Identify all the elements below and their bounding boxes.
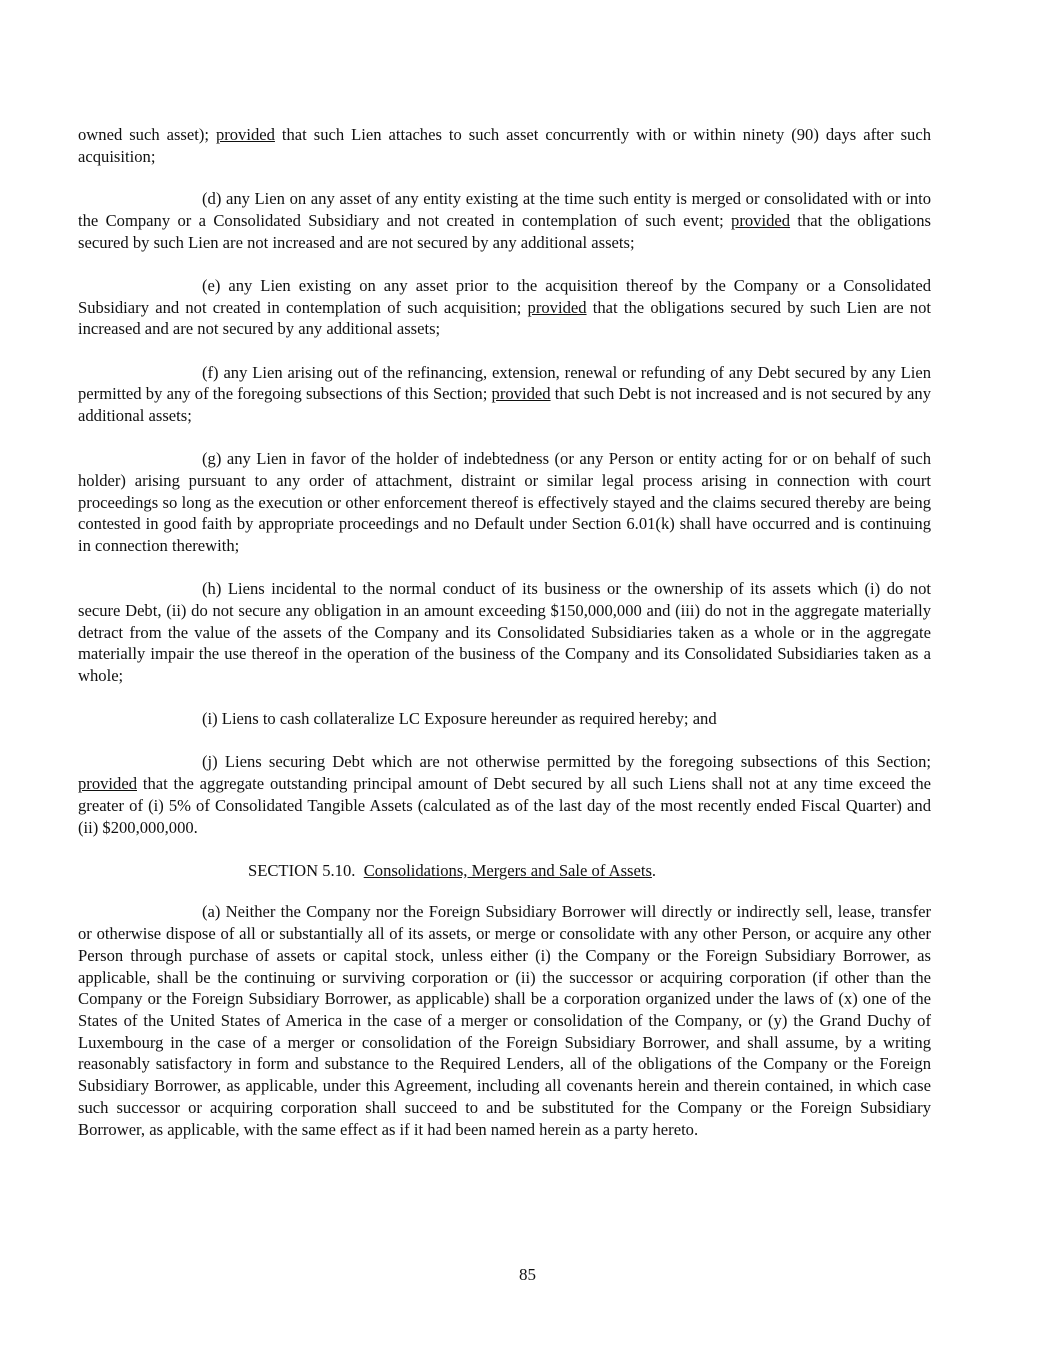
section-title: Consolidations, Mergers and Sale of Assets (363, 860, 652, 880)
text-run: that such Debt is not increased and is not secured by any additional assets; (78, 384, 931, 426)
provided-emphasis: provided (491, 384, 551, 404)
text-run: that such Lien attaches to such asset concurrently with or within ninety (90) days after such acquisition; (78, 125, 931, 166)
paragraph-f (78, 362, 931, 427)
text-run: owned such asset); (78, 125, 216, 144)
paragraph-section-a: (a) Neither the Company nor the Foreign Subsidiary Borrower will directly or indirectly sell, lease, transfer or otherwise dispose of all or substantially all of its assets, or merge or consolidate with any other Person, or acquire any other Person through purchase of assets or capital stock, unless either (i) the Company or the Foreign Subsidiary Borrower, as applicable, shall be the continuing or surviving corporation or (ii) the successor or acquiring corporation (if other than the Company or the Foreign Subsidiary Borrower, as applicable) shall be a corporation organized under the laws of (x) one of the States of the United States of America in the case of a merger or consolidation of the Company, or (y) the Grand Duchy of Luxembourg in the case of a merger or consolidation of the Foreign Subsidiary Borrower, and shall assume, by a writing reasonably satisfactory in form and substance to the Required Lenders, all of the obligations of the Company or the Foreign Subsidiary Borrower, as applicable, under this Agreement, including all covenants herein and therein contained, in which case such successor or acquiring corporation shall succeed to and be substituted for the Company or the Foreign Subsidiary Borrower, as applicable, with the same effect as if it had been named herein as a party hereto. (78, 902, 931, 1139)
paragraph-d (78, 188, 931, 253)
section-heading (78, 860, 931, 882)
paragraph-c-continuation (78, 124, 931, 167)
text-run: that the obligations secured by such Lien are not increased and are not secured by any additional assets; (78, 211, 931, 252)
provided-emphasis: provided (527, 297, 587, 317)
text-run: (d) any Lien on any asset of any entity existing at the time such entity is merged or consolidated with or into the Company or a Consolidated Subsidiary and not created in contemplation of such event; (78, 189, 931, 231)
paragraph-j (78, 751, 931, 838)
paragraph-h: (h) Liens incidental to the normal conduct of its business or the ownership of its assets which (i) do not secure Debt, (ii) do not secure any obligation in an amount exceeding $150,000,000 and (iii) do not in the aggregate materially detract from the value of the assets of the Company and its Consolidated Subsidiaries taken as a whole or in the aggregate materially impair the use thereof in the operation of the business of the Company and its Consolidated Subsidiaries taken as a whole; (78, 579, 931, 686)
text-run: (j) Liens securing Debt which are not otherwise permitted by the foregoing subsections of this Section; (202, 752, 931, 772)
text-run: that the aggregate outstanding principal amount of Debt secured by all such Liens shall not at any time exceed the greater of (i) 5% of Consolidated Tangible Assets (calculated as of the last day of the most recently ended Fiscal Quarter) and (ii) $200,000,000. (78, 774, 931, 837)
provided-emphasis: provided (215, 125, 275, 144)
page-number: 85 (519, 1265, 536, 1284)
paragraph-e (78, 275, 931, 340)
document-page (78, 124, 931, 1162)
text-run: (e) any Lien existing on any asset prior to the acquisition thereof by the Company or a Consolidated Subsidiary and not created in contemplation of such acquisition; (78, 276, 931, 317)
provided-emphasis: provided (78, 774, 137, 794)
section-number: SECTION 5.10. (248, 860, 356, 880)
paragraph-g: (g) any Lien in favor of the holder of indebtedness (or any Person or entity acting for or on behalf of such holder) arising pursuant to any order of attachment, distraint or similar legal process arising in connection with court proceedings so long as the execution or other enforcement thereof is effectively stayed and the claims secured thereby are being contested in good faith by appropriate proceedings and no Default under Section 6.01(k) shall have occurred and is continuing in connection therewith; (78, 449, 931, 556)
text-run: that the obligations secured by such Lien are not increased and are not secured by any additional assets; (78, 297, 931, 339)
section-title-period: . (651, 860, 657, 880)
text-run: (f) any Lien arising out of the refinancing, extension, renewal or refunding of any Debt secured by any Lien permitted by any of the foregoing subsections of this Section; (78, 362, 931, 404)
provided-emphasis: provided (731, 211, 791, 231)
paragraph-i: (i) Liens to cash collateralize LC Exposure hereunder as required hereby; and (202, 709, 717, 729)
